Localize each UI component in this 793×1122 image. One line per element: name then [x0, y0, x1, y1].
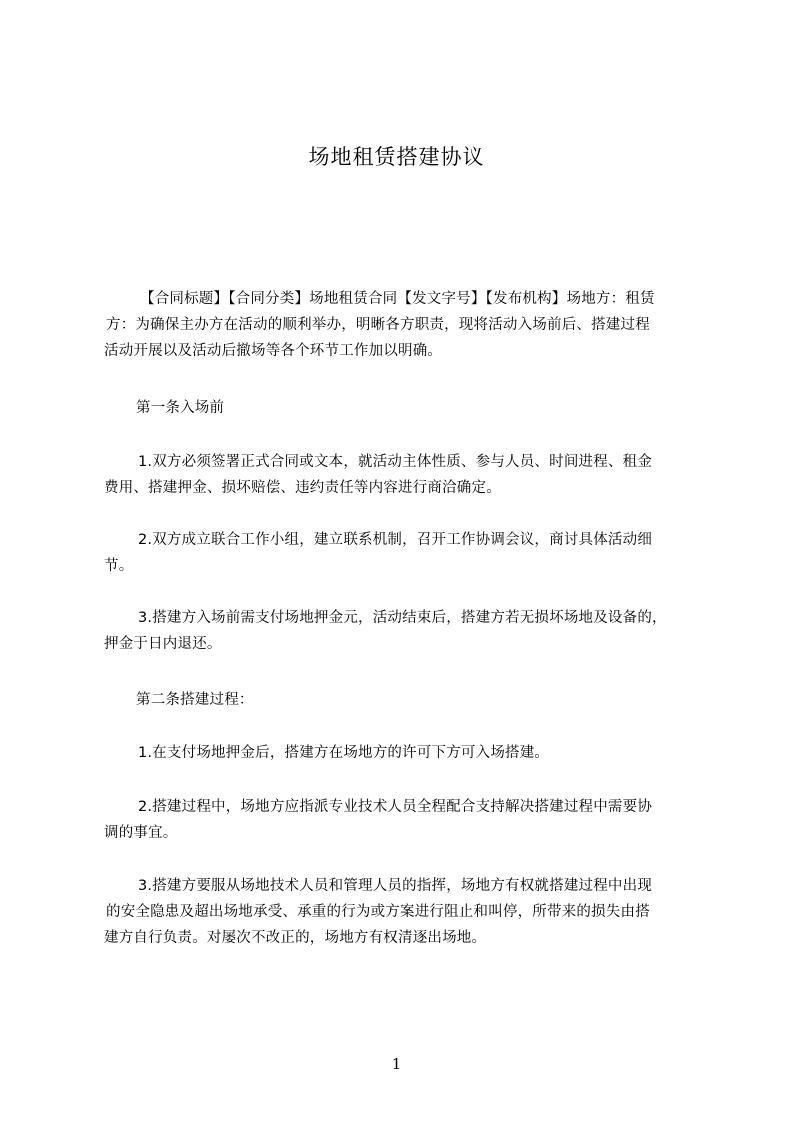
article-1-item-3 — [104, 605, 704, 657]
article-2-item-1 — [104, 740, 704, 766]
intro-line-2: 方：为确保主办方在活动的顺利举办，明晰各方职责，现将活动入场前后、搭建过程 — [106, 317, 650, 333]
intro-line-3: 活动开展以及活动后撤场等各个环节工作加以明确。 — [104, 343, 443, 359]
article-2-item-3-line-2: 的安全隐患及超出场地承受、承重的行为或方案进行阻止和叫停，所带来的损失由搭 — [106, 904, 650, 920]
intro-paragraph — [104, 286, 704, 364]
article-2-item-1-line-1: 1.在支付场地押金后，搭建方在场地方的许可下方可入场搭建。 — [138, 745, 550, 761]
article-1-heading — [104, 395, 704, 421]
article-1-item-2 — [104, 527, 704, 579]
article-2-item-3 — [104, 873, 704, 951]
document-title: 场地租赁搭建协议 — [308, 145, 485, 169]
article-2-item-2-line-1: 2.搭建过程中，场地方应指派专业技术人员全程配合支持解决搭建过程中需要协 — [138, 799, 653, 815]
article-1-item-1 — [104, 449, 704, 501]
article-1-item-2-line-2: 节。 — [104, 558, 134, 574]
article-1-item-1-line-1: 1.双方必须签署正式合同或文本，就活动主体性质、参与人员、时间进程、租金 — [138, 454, 653, 470]
article-2-item-2-line-2: 调的事宜。 — [104, 825, 178, 841]
article-2-item-2 — [104, 794, 704, 846]
article-2-item-3-line-3: 建方自行负责。对屡次不改正的，场地方有权清逐出场地。 — [104, 930, 487, 946]
article-2-heading — [104, 687, 704, 713]
article-1-item-1-line-2: 费用、搭建押金、损坏赔偿、违约责任等内容进行商洽确定。 — [104, 480, 501, 496]
page-number: 1 — [391, 1055, 402, 1073]
article-1-item-3-line-1: 3.搭建方入场前需支付场地押金元，活动结束后，搭建方若无损坏场地及设备的， — [138, 610, 667, 626]
article-1-item-2-line-1: 2.双方成立联合工作小组，建立联系机制，召开工作协调会议，商讨具体活动细 — [138, 532, 653, 548]
intro-line-1: 【合同标题】【合同分类】场地租赁合同【发文字号】【发布机构】场地方：租赁 — [140, 291, 655, 307]
article-1-heading-text: 第一条入场前 — [136, 400, 225, 416]
article-2-item-3-line-1: 3.搭建方要服从场地技术人员和管理人员的指挥，场地方有权就搭建过程中出现 — [138, 878, 653, 894]
article-1-item-3-line-2: 押金于日内退还。 — [104, 636, 222, 652]
article-2-heading-text: 第二条搭建过程： — [136, 692, 254, 708]
